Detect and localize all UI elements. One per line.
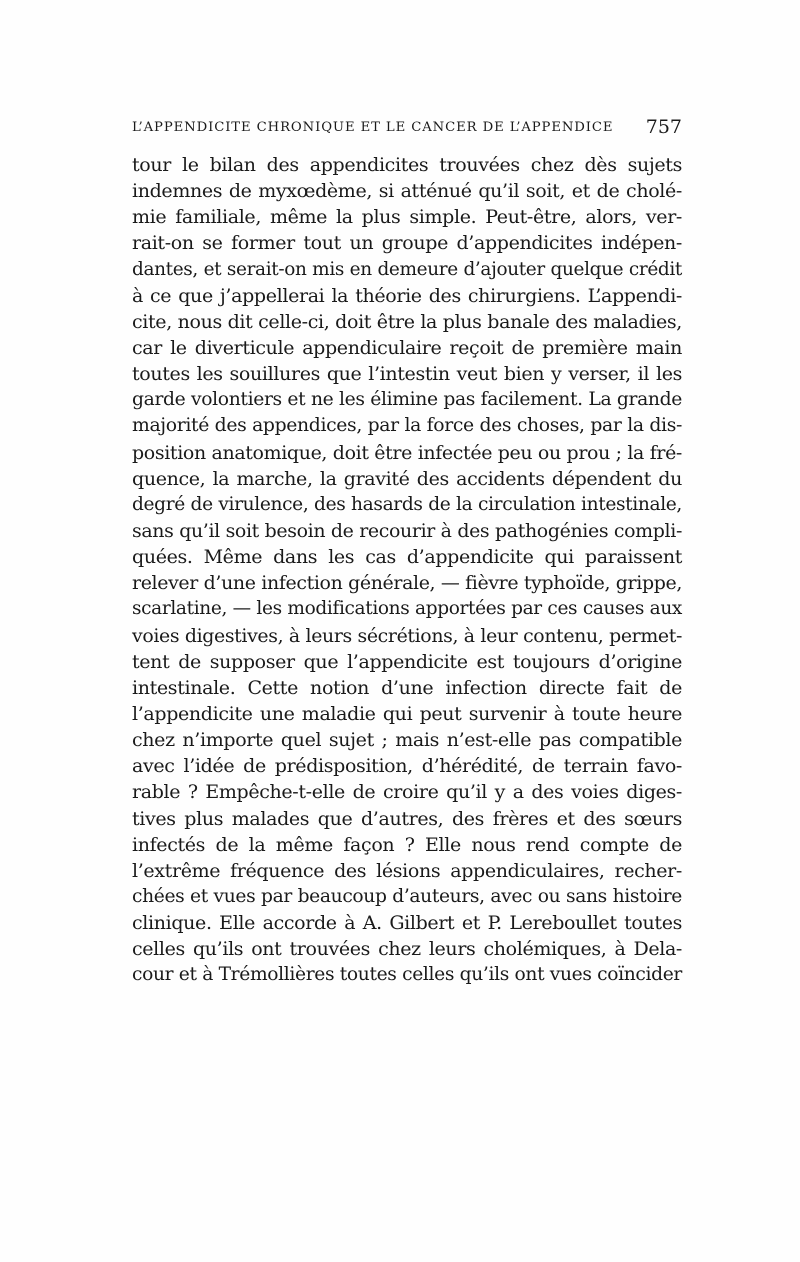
text-line: intestinale. Cette notion d’une infection directe fait de <box>132 676 682 699</box>
text-line: indemnes de myxœdème, si atténué qu’il soit, et de cholé- <box>132 180 682 203</box>
text-line: rable ? Empêche-t-elle de croire qu’il y a des voies diges- <box>132 781 682 804</box>
body-text <box>132 152 682 989</box>
running-head <box>132 116 682 142</box>
text-line: chées et vues par beaucoup d’auteurs, avec ou sans histoire <box>132 885 682 907</box>
text-line: infectés de la même façon ? Elle nous rend compte de <box>132 833 682 856</box>
text-line: l’extrême fréquence des lésions appendiculaires, recher- <box>132 859 682 882</box>
text-line: car le diverticule appendiculaire reçoit de première main <box>132 336 682 359</box>
text-line: dantes, et serait-on mis en demeure d’ajouter quelque crédit <box>132 258 682 280</box>
text-line: mie familiale, même la plus simple. Peut-être, alors, ver- <box>132 206 682 229</box>
text-line: l’appendicite une maladie qui peut survenir à toute heure <box>132 702 682 725</box>
running-title: L’APPENDICITE CHRONIQUE ET LE CANCER DE L’APPENDICE <box>132 120 614 135</box>
text-line: avec l’idée de prédisposition, d’hérédité, de terrain favo- <box>132 755 682 778</box>
text-line: chez n’importe quel sujet ; mais n’est-elle pas compatible <box>132 729 682 752</box>
text-line: quées. Même dans les cas d’appendicite qui paraissent <box>132 546 682 569</box>
text-line: tives plus malades que d’autres, des frères et des sœurs <box>132 807 682 830</box>
text-line: garde volontiers et ne les élimine pas facilement. La grande <box>132 389 682 411</box>
text-line: position anatomique, doit être infectée peu ou prou ; la fré- <box>132 441 682 464</box>
text-line: tour le bilan des appendicites trouvées chez dès sujets <box>132 154 682 176</box>
text-line: tent de supposer que l’appendicite est toujours d’origine <box>132 650 682 673</box>
text-line: degré de virulence, des hasards de la circulation intestinale, <box>132 493 682 515</box>
text-line: à ce que j’appellerai la théorie des chirurgiens. L’appendi- <box>132 284 682 307</box>
text-line: toutes les souillures que l’intestin veut bien y verser, il les <box>132 363 682 386</box>
text-line: voies digestives, à leurs sécrétions, à leur contenu, permet- <box>132 624 682 647</box>
text-line: rait-on se former tout un groupe d’appendicites indépen- <box>132 232 682 255</box>
text-line: sans qu’il soit besoin de recourir à des pathogénies compli- <box>132 519 682 542</box>
text-line: clinique. Elle accorde à A. Gilbert et P. Lereboullet toutes <box>132 912 682 935</box>
text-line: relever d’une infection générale, — fièvre typhoïde, grippe, <box>132 572 682 595</box>
text-line: cour et à Trémollières toutes celles qu’ils ont vues coïncider <box>132 964 682 986</box>
page-number: 757 <box>645 116 682 138</box>
text-line: celles qu’ils ont trouvées chez leurs cholémiques, à Dela- <box>132 938 682 961</box>
text-line: quence, la marche, la gravité des accidents dépendent du <box>132 467 682 490</box>
text-line: majorité des appendices, par la force des choses, par la dis- <box>132 415 682 437</box>
text-line: cite, nous dit celle-ci, doit être la plus banale des maladies, <box>132 310 682 333</box>
text-line: scarlatine, — les modifications apportées par ces causes aux <box>132 598 682 620</box>
